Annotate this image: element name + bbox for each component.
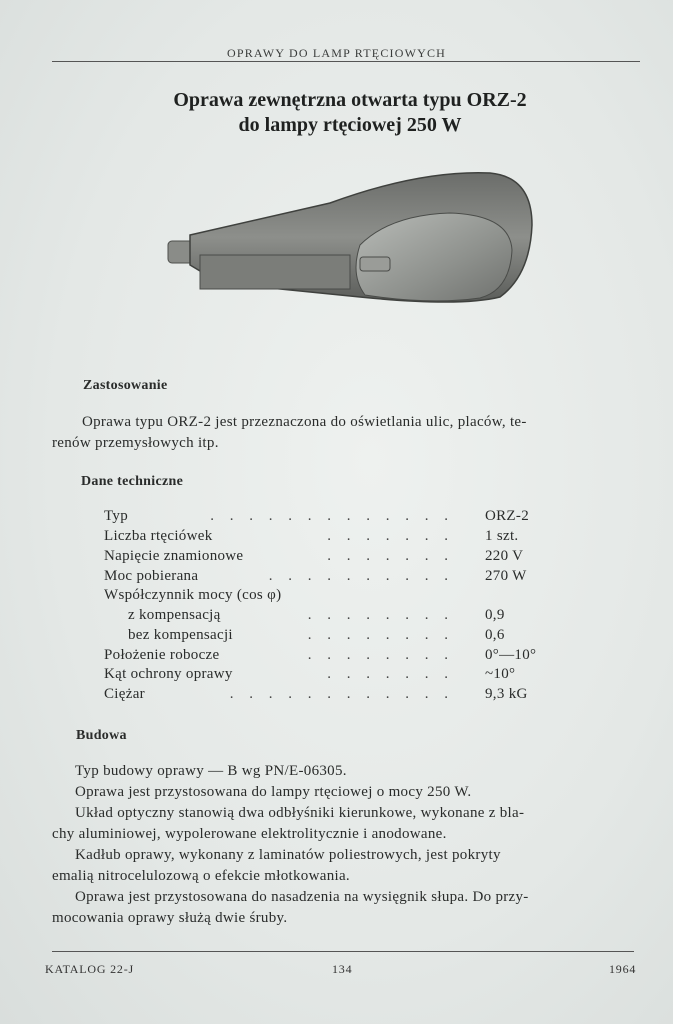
budowa-line-4: chy aluminiowej, wypolerowane elektrolitycznie i anodowane. [52,826,447,842]
spec-leader-dots: . . . . . . . . [307,647,454,663]
spec-leader-dots: . . . . . . . [327,528,454,544]
spec-label: Typ [104,508,129,524]
spec-value: 270 W [485,568,527,584]
footer-year: 1964 [609,962,637,976]
budowa-line-7: Oprawa jest przystosowana do nasadzenia na wysięgnik słupa. Do przy- [75,889,529,905]
spec-row-moc [104,568,564,588]
spec-row-bez-kompensacji [104,627,564,647]
spec-row-z-kompensacja [104,607,564,627]
zastosowanie-line-1: Oprawa typu ORZ-2 jest przeznaczona do oświetlania ulic, placów, te- [82,414,527,430]
spec-leader-dots: . . . . . . . . . . [268,568,454,584]
spec-value: 0,9 [485,607,505,623]
spec-row-liczba [104,528,564,548]
title-line-1: Oprawa zewnętrzna otwarta typu ORZ-2 [173,89,527,111]
section-heading-zastosowanie: Zastosowanie [83,378,168,393]
budowa-line-2: Oprawa jest przystosowana do lampy rtęciowej o mocy 250 W. [75,784,472,800]
budowa-line-5: Kadłub oprawy, wykonany z laminatów poliestrowych, jest pokryty [75,847,501,863]
budowa-line-3: Układ optyczny stanowią dwa odbłyśniki kierunkowe, wykonane z bla- [75,805,525,821]
footer-catalog: KATALOG 22-J [45,962,134,976]
spec-value: 0°—10° [485,647,537,663]
title-line-2: do lampy rtęciowej 250 W [238,114,462,136]
spec-label: Napięcie znamionowe [104,548,244,564]
footer-page-number: 134 [332,962,353,976]
spec-label: z kompensacją [128,607,221,623]
spec-value: 1 szt. [485,528,519,544]
spec-leader-dots: . . . . . . . . . . . . [229,686,454,702]
page-title [0,88,673,138]
spec-label: Moc pobierana [104,568,199,584]
budowa-line-8: mocowania oprawy służą dwie śruby. [52,910,288,926]
footer-rule [52,951,634,952]
spec-value: 220 V [485,548,524,564]
budowa-text [52,761,652,929]
spec-leader-dots: . . . . . . . . [307,627,454,643]
spec-label: bez kompensacji [128,627,233,643]
spec-row-kat [104,666,564,686]
section-heading-budowa: Budowa [76,728,127,743]
spec-value: ORZ-2 [485,508,529,524]
spec-leader-dots: . . . . . . . . . . . . . [210,508,454,524]
spec-row-ciezar [104,686,564,706]
spec-value: 0,6 [485,627,505,643]
running-head: OPRAWY DO LAMP RTĘCIOWYCH [226,46,447,60]
spec-leader-dots: . . . . . . . [327,666,454,682]
budowa-line-6: emalią nitrocelulozową o efekcie młotkowania. [52,868,350,884]
spec-label: Kąt ochrony oprawy [104,666,233,682]
zastosowanie-text [52,412,527,454]
spec-label: Ciężar [104,686,145,702]
section-heading-dane: Dane techniczne [81,474,184,489]
spec-leader-dots: . . . . . . . . [307,607,454,623]
budowa-line-1: Typ budowy oprawy — B wg PN/E-06305. [75,763,347,779]
spec-row-typ [104,508,564,528]
spec-row-polozenie [104,647,564,667]
spec-row-wspolczynnik [104,587,564,607]
spec-value: 9,3 kG [485,686,528,702]
spec-value: ~10° [485,666,516,682]
header-rule [52,61,640,62]
spec-label: Współczynnik mocy (cos φ) [104,587,282,603]
spec-label: Liczba rtęciówek [104,528,213,544]
zastosowanie-line-2: renów przemysłowych itp. [52,435,219,451]
street-lamp-photo [160,165,540,315]
spec-leader-dots: . . . . . . . [327,548,454,564]
spec-row-napiecie [104,548,564,568]
spec-label: Położenie robocze [104,647,220,663]
